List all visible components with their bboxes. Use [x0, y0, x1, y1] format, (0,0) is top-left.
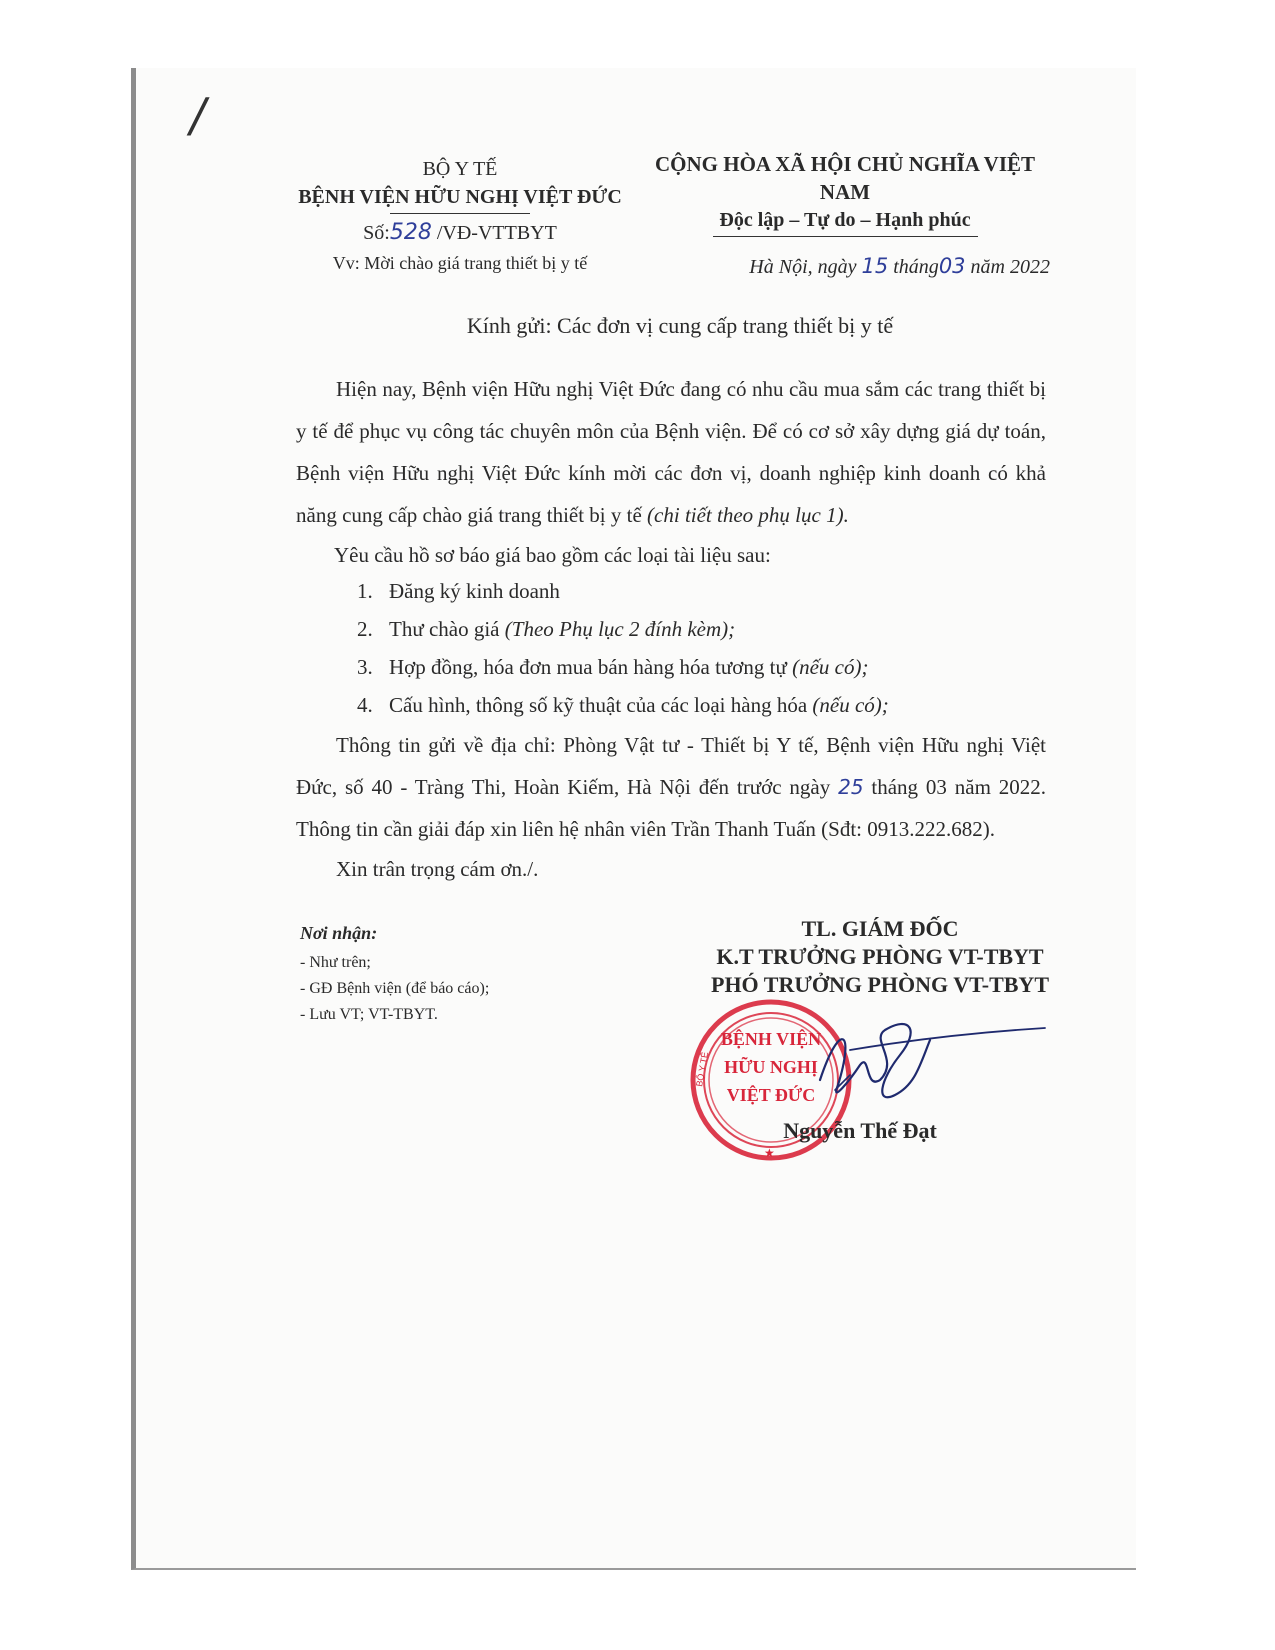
item-italic: (nếu có); — [812, 693, 889, 717]
seal-text-2: HỮU NGHỊ — [724, 1057, 818, 1077]
item-number: 4. — [357, 693, 373, 717]
paragraph-3-text-b: tháng 03 năm 2022. Thông tin cần giải đáp xin liên hệ nhân viên Trần Thanh Tuấn (Sđt: 0913.222.682). — [296, 775, 1047, 841]
date-day: 15 — [861, 254, 889, 278]
item-italic: (Theo Phụ lục 2 đính kèm); — [504, 617, 736, 641]
date-prefix: Hà Nội, ngày — [749, 256, 857, 278]
signature-line-3: PHÓ TRƯỞNG PHÒNG VT-TBYT — [711, 972, 1049, 997]
item-text: Thư chào giá — [389, 617, 505, 641]
recipient-item-2: - GĐ Bệnh viện (để báo cáo); — [300, 980, 490, 997]
date-year: năm 2022 — [970, 256, 1050, 278]
item-text: Đăng ký kinh doanh — [389, 579, 560, 603]
signature-line-1: TL. GIÁM ĐỐC — [801, 916, 959, 941]
item-italic: (nếu có); — [792, 655, 869, 679]
hospital-underline — [390, 213, 530, 214]
seal-ring-text: BỘ Y TẾ — [694, 1051, 711, 1088]
handwritten-mark: / — [190, 88, 206, 142]
motto-underline — [713, 236, 978, 237]
seal-star-icon: ★ — [764, 1146, 775, 1160]
body-paragraph-3 — [296, 724, 1046, 850]
item-number: 1. — [357, 579, 373, 603]
item-number: 2. — [357, 617, 373, 641]
item-text: Hợp đồng, hóa đơn mua bán hàng hóa tương tự — [389, 655, 793, 679]
paragraph-1-text: Hiện nay, Bệnh viện Hữu nghị Việt Đức đang có nhu cầu mua sắm các trang thiết bị y tế để phục vụ công tác chuyên môn của Bệnh viện. Để có cơ sở xây dựng giá dự toán, Bệnh viện Hữu nghị Việt Đức kính mời các đơn vị, doanh nghiệp kinh doanh có khả năng cung cấp chào giá trang thiết bị y tế — [296, 377, 1046, 527]
document-date — [640, 251, 1050, 282]
body-paragraph-1 — [296, 368, 1046, 536]
handwritten-signature — [790, 1010, 1050, 1120]
signature-line-2: K.T TRƯỞNG PHÒNG VT-TBYT — [716, 944, 1044, 969]
left-header — [290, 155, 630, 278]
closing-line: Xin trân trọng cám ơn./. — [336, 857, 539, 881]
hospital-name: BỆNH VIỆN HỮU NGHỊ VIỆT ĐỨC — [298, 186, 622, 208]
recipient-item-3: - Lưu VT; VT-TBYT. — [300, 1006, 438, 1023]
body-paragraph-2: Yêu cầu hồ sơ báo giá bao gồm các loại tài liệu sau: — [334, 543, 771, 567]
recipient-item-1: - Như trên; — [300, 954, 371, 971]
date-month-word: tháng — [893, 256, 939, 278]
salutation: Kính gửi: Các đơn vị cung cấp trang thiết bị y tế — [466, 313, 894, 338]
item-text: Cấu hình, thông số kỹ thuật của các loại hàng hóa — [389, 693, 813, 717]
ministry-name: BỘ Y TẾ — [422, 158, 498, 180]
nation-motto: Độc lập – Tự do – Hạnh phúc — [719, 209, 971, 231]
item-number: 3. — [357, 655, 373, 679]
paragraph-1-italic: (chi tiết theo phụ lục 1). — [647, 503, 849, 527]
requirement-item-4 — [357, 690, 889, 720]
requirement-item-1 — [357, 576, 560, 606]
number-suffix: /VĐ-VTTBYT — [436, 222, 557, 244]
document-subject: Vv: Mời chào giá trang thiết bị y tế — [332, 253, 588, 273]
paragraph-3-text-a: Thông tin gửi về địa chỉ: Phòng Vật tư - Thiết bị Y tế, Bệnh viện Hữu nghị Việt Đức, số 40 - Tràng Thi, Hoàn Kiếm, Hà Nội đến trước ngày — [296, 733, 1046, 799]
requirement-item-3 — [357, 652, 868, 682]
requirement-item-2 — [357, 614, 735, 644]
recipients-title: Nơi nhận: — [300, 923, 378, 943]
document-number — [290, 218, 630, 248]
right-header — [640, 150, 1050, 282]
paragraph-3-day: 25 — [838, 775, 864, 799]
number-prefix: Số: — [363, 222, 390, 244]
seal-text-3: VIỆT ĐỨC — [726, 1085, 816, 1105]
date-month: 03 — [938, 254, 966, 278]
signer-name: Nguyễn Thế Đạt — [783, 1118, 937, 1143]
seal-text-1: BỆNH VIỆN — [720, 1029, 822, 1049]
number-value: 528 — [389, 220, 432, 245]
nation-name: CỘNG HÒA XÃ HỘI CHỦ NGHĨA VIỆT NAM — [655, 152, 1035, 204]
